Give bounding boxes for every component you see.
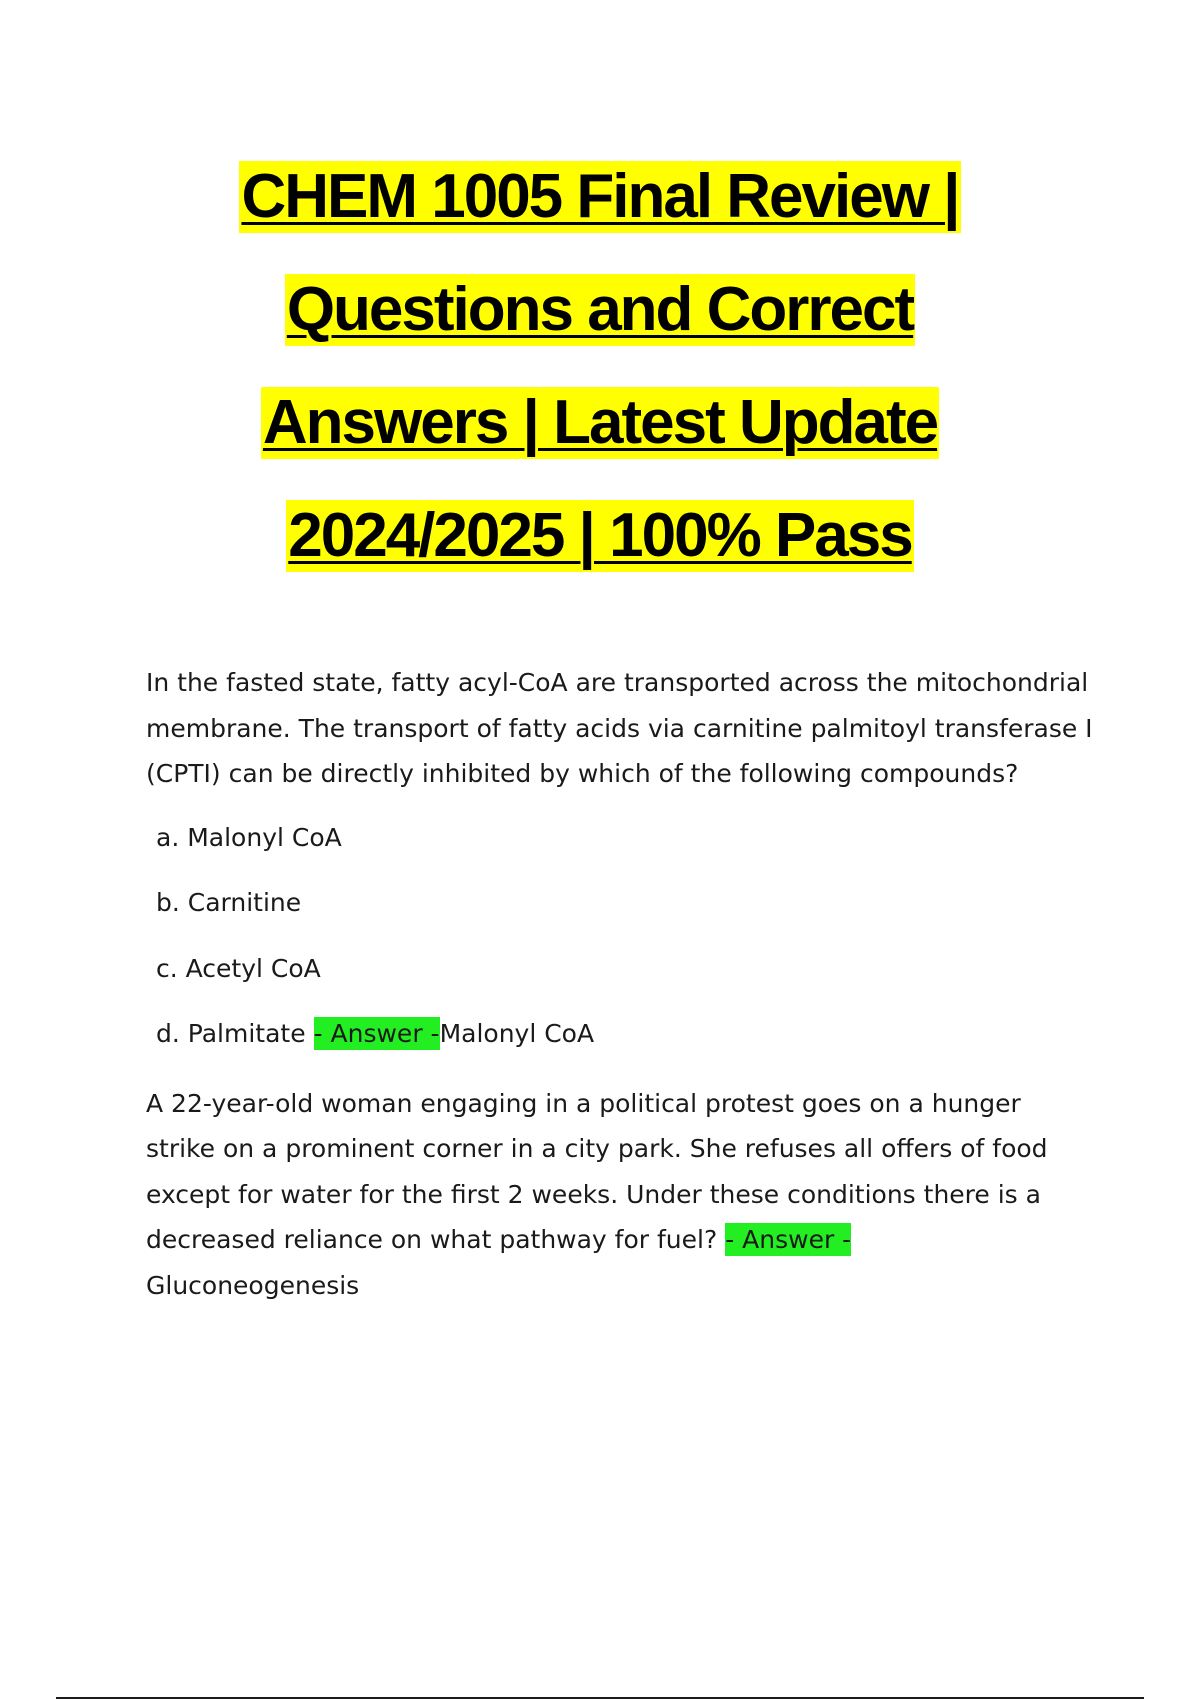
title-text-3: Answers | Latest Update [262,387,938,457]
option-a [156,815,1096,881]
answer-marker-2: - Answer - [725,1225,852,1254]
option-b [156,880,1096,946]
title-line-3 [0,366,1200,479]
answer-1: Malonyl CoA [439,1019,595,1048]
question-1 [146,660,1096,1077]
answer-marker-1: - Answer - [313,1019,440,1048]
answer-2: Gluconeogenesis [146,1270,360,1300]
title-text-1: CHEM 1005 Final Review | [241,161,959,231]
title-line-2 [0,253,1200,366]
title-line-4 [0,479,1200,592]
footer-divider [56,1697,1144,1699]
question-2-body: A 22-year-old woman engaging in a political protest goes on a hunger strike on a prominent corner in a city park. She refuses all offers of food except for water for the first 2 weeks. Under these conditions there is a decreased reliance on what pathway for fuel? [146,1088,1048,1254]
title-line-1 [0,140,1200,253]
option-d [156,1011,1096,1077]
question-2 [146,1081,1096,1309]
option-b-text: b. Carnitine [156,888,302,917]
option-a-text: a. Malonyl CoA [156,822,342,852]
question-1-options [146,815,1096,1077]
question-1-text: In the fasted state, fatty acyl-CoA are transported across the mitochondrial membrane. The transport of fatty acids via carnitine palmitoyl transferase I (CPTI) can be directly inhibited by which of the following compounds? [146,668,1093,788]
document-title [0,140,1200,592]
title-text-2: Questions and Correct [286,274,914,344]
option-d-text: d. Palmitate [156,1019,314,1048]
question-2-text [146,1081,1096,1309]
option-c-text: c. Acetyl CoA [156,953,321,983]
option-c [156,946,1096,1012]
title-text-4: 2024/2025 | 100% Pass [288,500,912,570]
document-content [146,660,1096,1308]
